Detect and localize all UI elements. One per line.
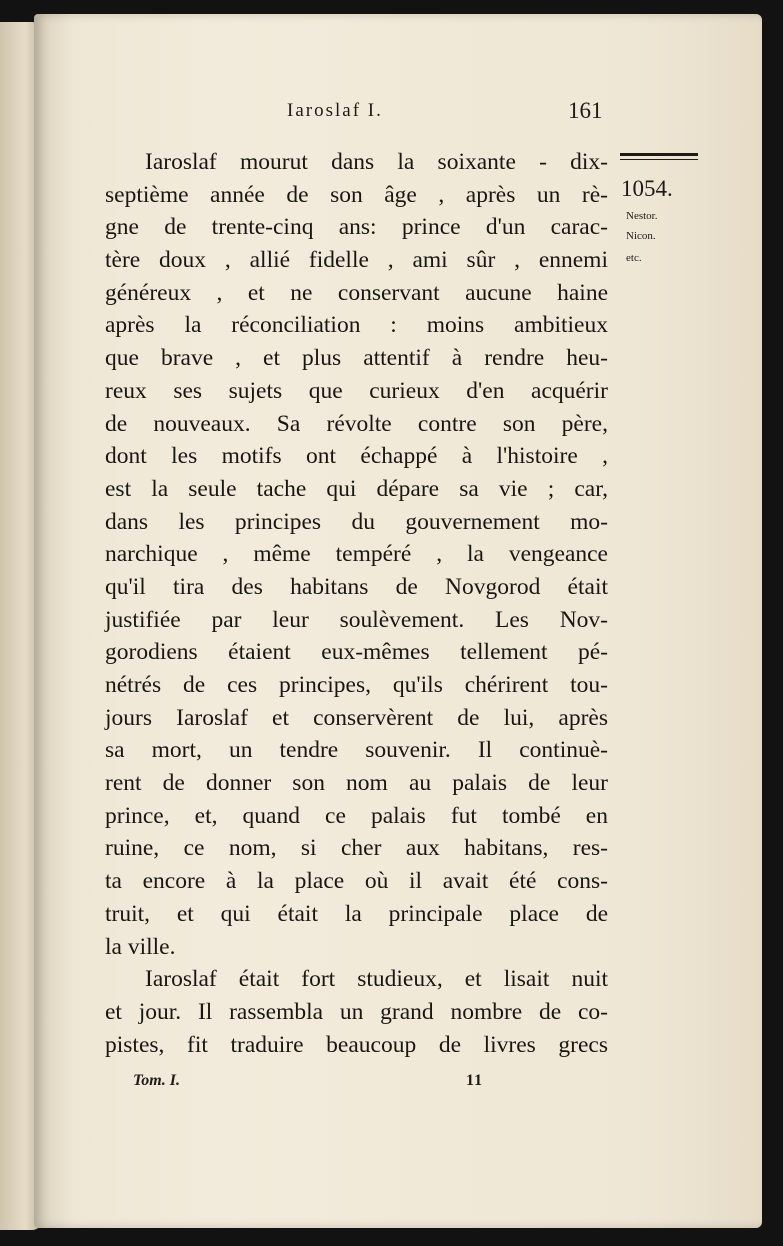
page-number: 161 — [568, 98, 603, 123]
margin-note-nestor: Nestor. — [626, 210, 658, 222]
signature-mark: 11 — [466, 1072, 484, 1089]
text-line: septième année de son âge , après un rè- — [105, 181, 608, 208]
text-line: nétrés de ces principes, qu'ils chérirent tou- — [105, 672, 608, 698]
margin-year: 1054. — [621, 176, 673, 201]
text-line: ta encore à la place où il avait été cons- — [105, 868, 608, 895]
text-line: généreux , et ne conservant aucune haine — [105, 279, 608, 306]
text-line: truit, et qui était la principale place de — [105, 900, 608, 927]
text-line: tère doux , allié fidelle , ami sûr , ennemi — [105, 247, 608, 274]
text-line: que brave , et plus attentif à rendre heu- — [105, 345, 608, 372]
text-line: justifiée par leur soulèvement. Les Nov- — [105, 606, 608, 633]
text-line: ruine, ce nom, si cher aux habitans, res- — [105, 835, 608, 862]
text-line: Iaroslaf mourut dans la soixante - dix- — [145, 149, 608, 175]
text-line: pistes, fit traduire beaucoup de livres grecs — [105, 1031, 608, 1058]
body-text — [105, 146, 608, 1061]
text-line: la ville. — [105, 933, 176, 960]
text-line: et jour. Il rassembla un grand nombre de co- — [105, 998, 608, 1025]
text-line: qu'il tira des habitans de Novgorod était — [105, 573, 608, 600]
margin-rule — [620, 153, 698, 160]
text-line: narchique , même tempéré , la vengeance — [105, 541, 608, 568]
text-line: sa mort, un tendre souvenir. Il continuè- — [105, 737, 608, 764]
text-line: de nouveaux. Sa révolte contre son père, — [105, 410, 608, 437]
text-line: dans les principes du gouvernement mo- — [105, 508, 608, 535]
text-line: Iaroslaf était fort studieux, et lisait nuit — [145, 966, 608, 993]
volume-mark: Tom. I. — [133, 1072, 180, 1089]
running-head: Iaroslaf I. — [287, 100, 383, 121]
text-line: dont les motifs ont échappé à l'histoire , — [105, 443, 608, 470]
text-line: jours Iaroslaf et conservèrent de lui, après — [105, 704, 608, 731]
text-line: gne de trente-cinq ans: prince d'un carac- — [105, 214, 608, 241]
margin-note-etc: etc. — [626, 252, 642, 264]
text-line: gorodiens étaient eux-mêmes tellement pé- — [105, 639, 608, 666]
text-line: rent de donner son nom au palais de leur — [105, 770, 608, 797]
text-line: reux ses sujets que curieux d'en acquérir — [105, 377, 608, 404]
text-line: après la réconciliation : moins ambitieux — [105, 312, 608, 339]
margin-note-nicon: Nicon. — [626, 230, 656, 242]
text-line: prince, et, quand ce palais fut tombé en — [105, 802, 608, 829]
text-line: est la seule tache qui dépare sa vie ; car, — [105, 475, 608, 502]
